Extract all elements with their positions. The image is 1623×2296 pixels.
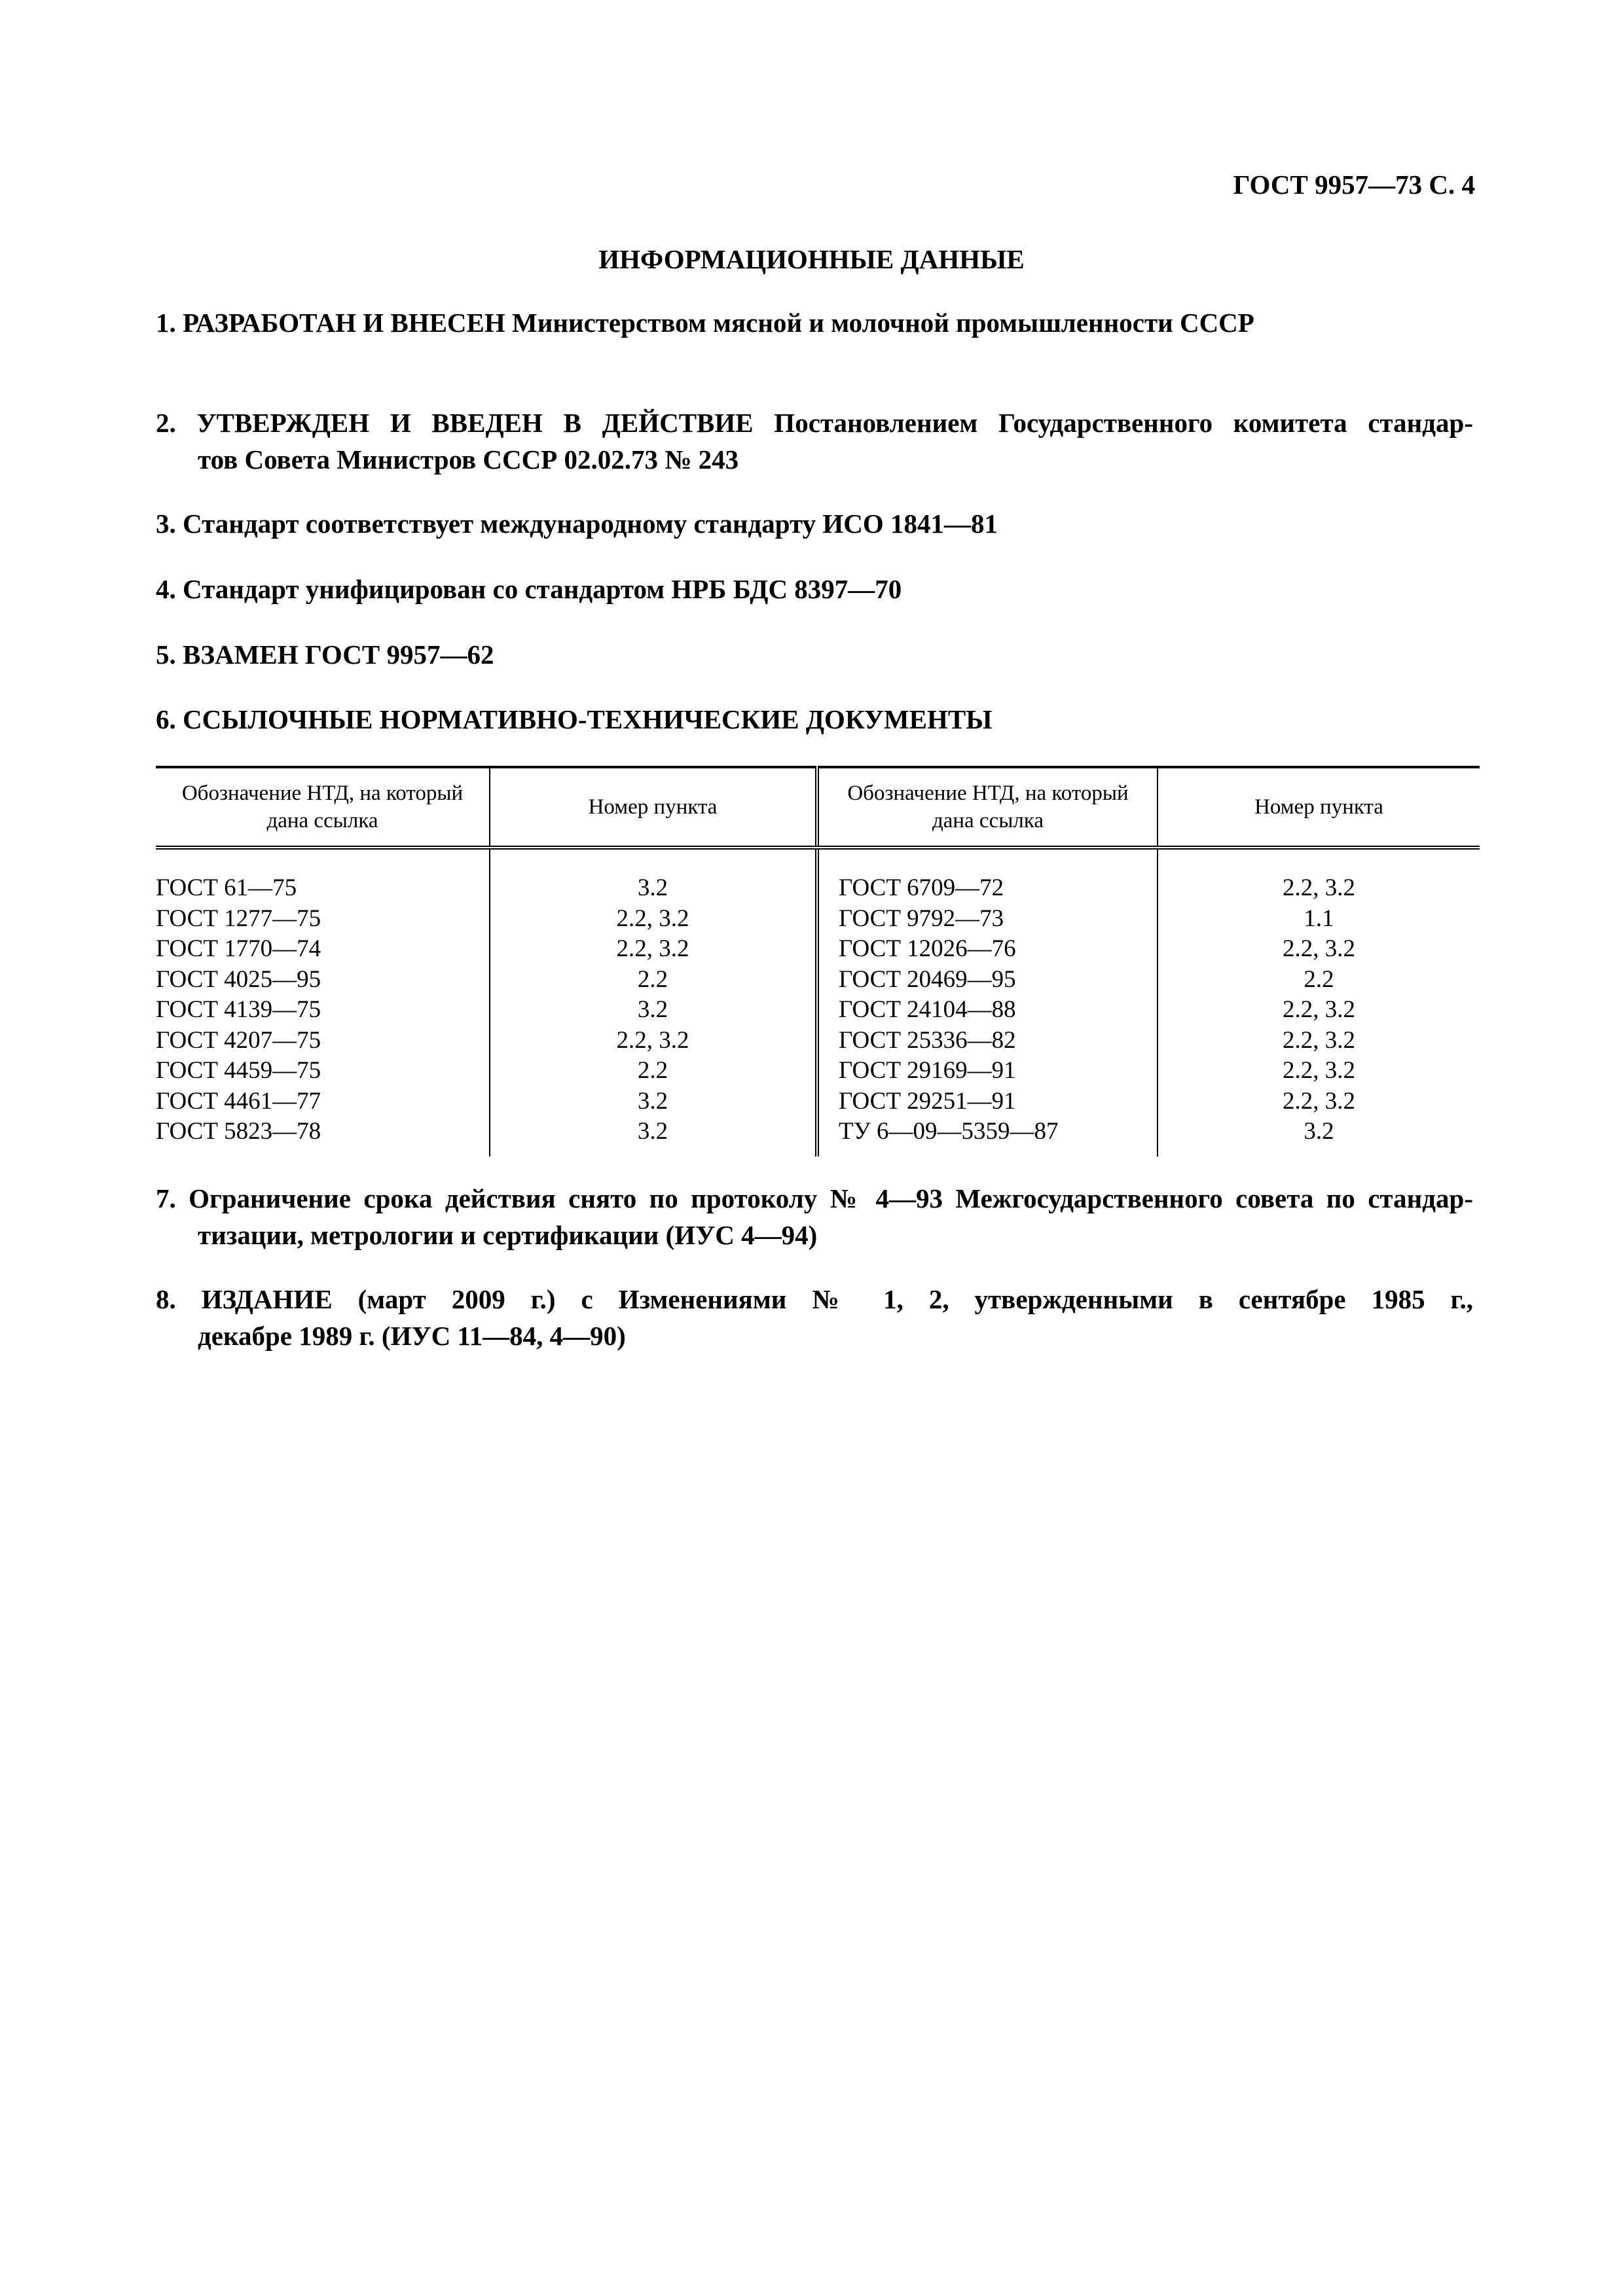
right-doc-cell: ГОСТ 6709—72 (817, 848, 1158, 904)
left-num-cell: 3.2 (490, 995, 817, 1026)
item-3 (156, 505, 1473, 542)
right-doc-cell: ГОСТ 25336—82 (817, 1026, 1158, 1056)
table-row (156, 965, 1480, 996)
left-doc-cell: ГОСТ 61—75 (156, 874, 297, 901)
left-num-cell: 3.2 (490, 1086, 817, 1117)
right-num-cell: 3.2 (1158, 1117, 1480, 1157)
right-doc-cell: ГОСТ 12026—76 (817, 934, 1158, 965)
left-doc-cell: ГОСТ 1277—75 (156, 905, 321, 932)
left-doc-cell: ГОСТ 4139—75 (156, 996, 321, 1023)
item-7 (156, 1180, 1473, 1253)
table-row (156, 848, 1480, 904)
right-num-cell: 2.2, 3.2 (1158, 995, 1480, 1026)
item-6-text: 6. ССЫЛОЧНЫЕ НОРМАТИВНО-ТЕХНИЧЕСКИЕ ДОКУМЕНТЫ (156, 704, 993, 734)
left-num-cell: 3.2 (490, 1117, 817, 1157)
left-num-cell: 2.2 (490, 1056, 817, 1086)
item-2-line-1: 2. УТВЕРЖДЕН И ВВЕДЕН В ДЕЙСТВИЕ Постановлением Государственного комитета стандар- (156, 408, 1473, 438)
right-num-cell: 2.2 (1158, 965, 1480, 996)
left-doc-cell: ГОСТ 4207—75 (156, 1026, 321, 1054)
item-7-line-1: 7. Ограничение срока действия снято по протоколу № 4—93 Межгосударственного совета по стандар- (156, 1183, 1473, 1213)
table-row (156, 1117, 1480, 1157)
header-num-right: Номер пункта (1158, 767, 1480, 848)
right-doc-cell: ГОСТ 29169—91 (817, 1056, 1158, 1086)
item-1 (156, 304, 1473, 341)
table-body (156, 848, 1480, 1157)
item-4-text: 4. Стандарт унифицирован со стандартом НРБ БДС 8397—70 (156, 574, 902, 604)
header-ntd-left: Обозначение НТД, на который дана ссылка (156, 767, 490, 848)
table-row (156, 1056, 1480, 1086)
right-doc-cell: ГОСТ 9792—73 (817, 904, 1158, 935)
item-8-line-2: декабре 1989 г. (ИУС 11—84, 4—90) (198, 1321, 626, 1351)
item-6 (156, 701, 1473, 738)
item-5 (156, 636, 1473, 673)
right-doc-cell: ГОСТ 29251—91 (817, 1086, 1158, 1117)
item-2 (156, 404, 1473, 478)
right-doc-cell: ГОСТ 20469—95 (817, 965, 1158, 996)
table-header-row (156, 767, 1480, 848)
table-row (156, 934, 1480, 965)
left-doc-cell: ГОСТ 1770—74 (156, 935, 321, 962)
item-8 (156, 1281, 1473, 1354)
table-row (156, 904, 1480, 935)
left-num-cell: 2.2, 3.2 (490, 904, 817, 935)
left-num-cell: 3.2 (490, 848, 817, 904)
left-num-cell: 2.2, 3.2 (490, 934, 817, 965)
left-doc-cell: ГОСТ 4459—75 (156, 1057, 321, 1084)
left-num-cell: 2.2 (490, 965, 817, 996)
right-num-cell: 2.2, 3.2 (1158, 934, 1480, 965)
right-doc-cell: ТУ 6—09—5359—87 (817, 1117, 1158, 1157)
left-doc-cell: ГОСТ 4461—77 (156, 1087, 321, 1115)
right-num-cell: 2.2, 3.2 (1158, 1056, 1480, 1086)
item-2-line-2: тов Совета Министров СССР 02.02.73 № 243 (198, 444, 739, 475)
item-8-line-1: 8. ИЗДАНИЕ (март 2009 г.) с Изменениями № 1, 2, утвержденными в сентябре 1985 г., (156, 1284, 1473, 1314)
header-ntd-right: Обозначение НТД, на который дана ссылка (817, 767, 1158, 848)
table-row (156, 1086, 1480, 1117)
header-num-left: Номер пункта (490, 767, 817, 848)
table-row (156, 1026, 1480, 1056)
item-7-line-2: тизации, метрологии и сертификации (ИУС 4—94) (198, 1220, 818, 1250)
item-3-text: 3. Стандарт соответствует международному стандарту ИСО 1841—81 (156, 509, 998, 539)
left-doc-cell: ГОСТ 4025—95 (156, 965, 321, 993)
section-title: ИНФОРМАЦИОННЫЕ ДАННЫЕ (598, 244, 1025, 274)
reference-table (156, 766, 1480, 1157)
right-num-cell: 2.2, 3.2 (1158, 848, 1480, 904)
left-doc-cell: ГОСТ 5823—78 (156, 1118, 321, 1145)
right-num-cell: 2.2, 3.2 (1158, 1026, 1480, 1056)
right-num-cell: 1.1 (1158, 904, 1480, 935)
left-num-cell: 2.2, 3.2 (490, 1026, 817, 1056)
right-num-cell: 2.2, 3.2 (1158, 1086, 1480, 1117)
page-header: ГОСТ 9957—73 С. 4 (1233, 170, 1475, 200)
right-doc-cell: ГОСТ 24104—88 (817, 995, 1158, 1026)
reference-table-wrapper (156, 766, 1480, 1157)
item-5-text: 5. ВЗАМЕН ГОСТ 9957—62 (156, 639, 494, 670)
item-1-text: 1. РАЗРАБОТАН И ВНЕСЕН Министерством мясной и молочной промышленности СССР (156, 308, 1254, 338)
item-4 (156, 571, 1473, 607)
table-row (156, 995, 1480, 1026)
